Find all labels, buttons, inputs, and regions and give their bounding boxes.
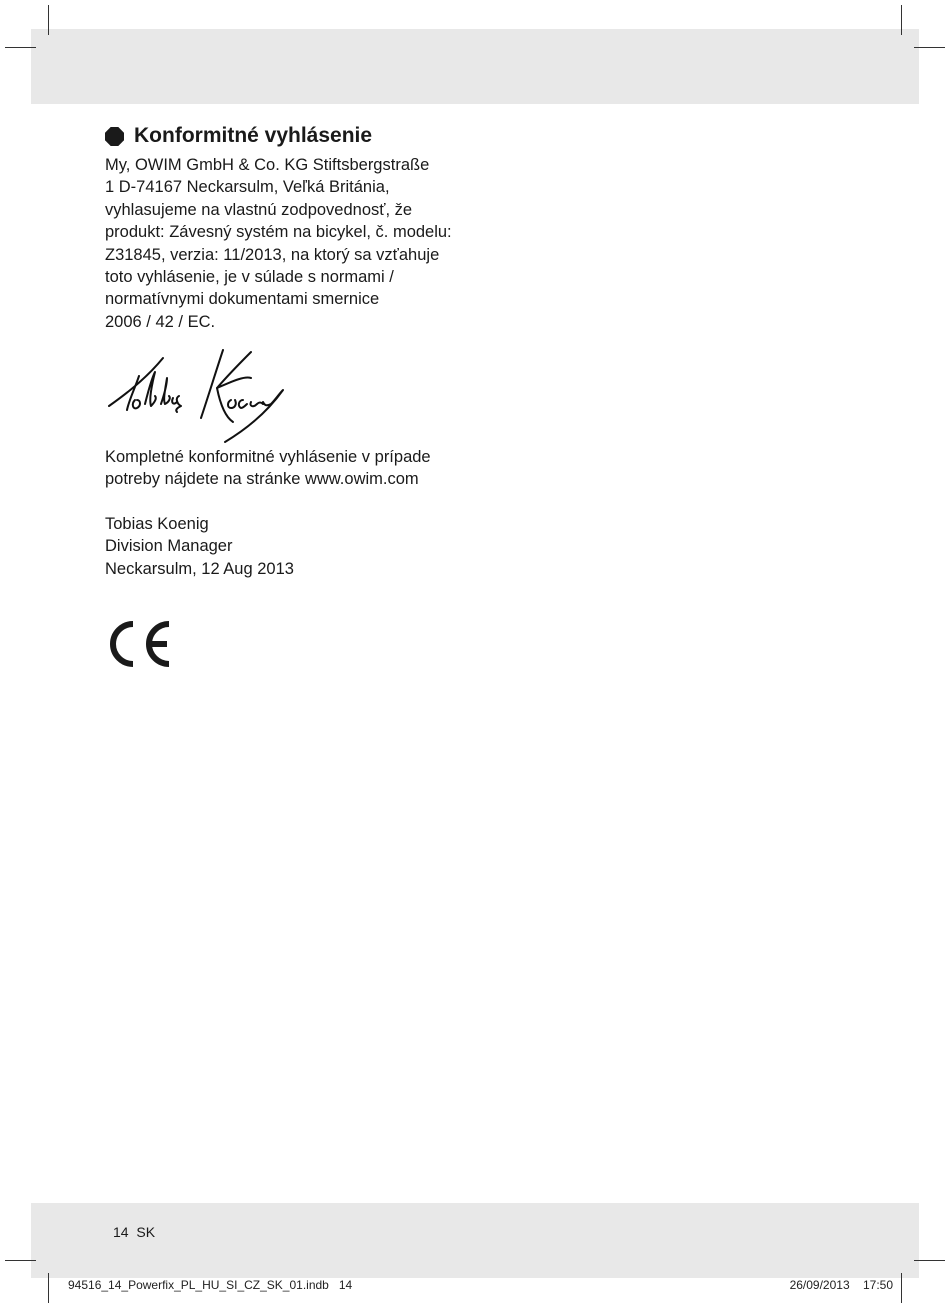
- declaration-line: produkt: Závesný systém na bicykel, č. modelu:: [105, 223, 452, 242]
- declaration-line: 1 D-74167 Neckarsulm, Veľká Británia,: [105, 178, 390, 197]
- crop-mark: [901, 1273, 902, 1303]
- crop-mark: [5, 47, 36, 48]
- crop-mark: [48, 1273, 49, 1303]
- signer-place-date: Neckarsulm, 12 Aug 2013: [105, 559, 294, 578]
- declaration-line: toto vyhlásenie, je v súlade s normami /: [105, 268, 394, 287]
- declaration-line: vyhlasujeme na vlastnú zodpovednosť, že: [105, 200, 413, 219]
- signer-name: Tobias Koenig: [105, 515, 209, 533]
- complete-declaration-note: [105, 446, 525, 491]
- page-footer: [113, 1224, 155, 1240]
- crop-mark: [914, 47, 945, 48]
- footer-band: [31, 1203, 919, 1278]
- crop-mark: [5, 1260, 36, 1261]
- page-number: 14: [113, 1224, 129, 1240]
- slug-date: 26/09/2013: [789, 1278, 850, 1292]
- section-title: Konformitné vyhlásenie: [134, 124, 373, 147]
- crop-mark: [48, 5, 49, 35]
- page-language: SK: [136, 1224, 156, 1240]
- octagon-bullet-icon: [105, 127, 124, 146]
- note-line: potreby nájdete na stránke www.owim.com: [105, 470, 419, 489]
- ce-mark-icon: [105, 620, 173, 668]
- declaration-line: normatívnymi dokumentami smernice: [105, 290, 380, 309]
- slug-time: 17:50: [862, 1278, 893, 1292]
- signer-block: [105, 513, 525, 580]
- declaration-line: My, OWIM GmbH & Co. KG Stiftsbergstraße: [105, 156, 430, 174]
- crop-mark: [914, 1260, 945, 1261]
- handwritten-signature: [105, 348, 290, 446]
- declaration-line: 2006 / 42 / EC.: [105, 312, 216, 331]
- declaration-line: Z31845, verzia: 11/2013, na ktorý sa vzťahuje: [105, 245, 440, 264]
- header-band: [31, 29, 919, 104]
- section-heading: [105, 124, 525, 148]
- signer-title: Division Manager: [105, 537, 233, 556]
- note-line: Kompletné konformitné vyhlásenie v prípade: [105, 448, 431, 466]
- declaration-text: [105, 154, 525, 333]
- slug-file-info: [68, 1278, 352, 1292]
- declaration-section: [105, 124, 525, 333]
- slug-page: 14: [338, 1278, 353, 1292]
- slug-filename: 94516_14_Powerfix_PL_HU_SI_CZ_SK_01.indb: [68, 1278, 329, 1292]
- slug-timestamp: [790, 1278, 893, 1292]
- crop-mark: [901, 5, 902, 35]
